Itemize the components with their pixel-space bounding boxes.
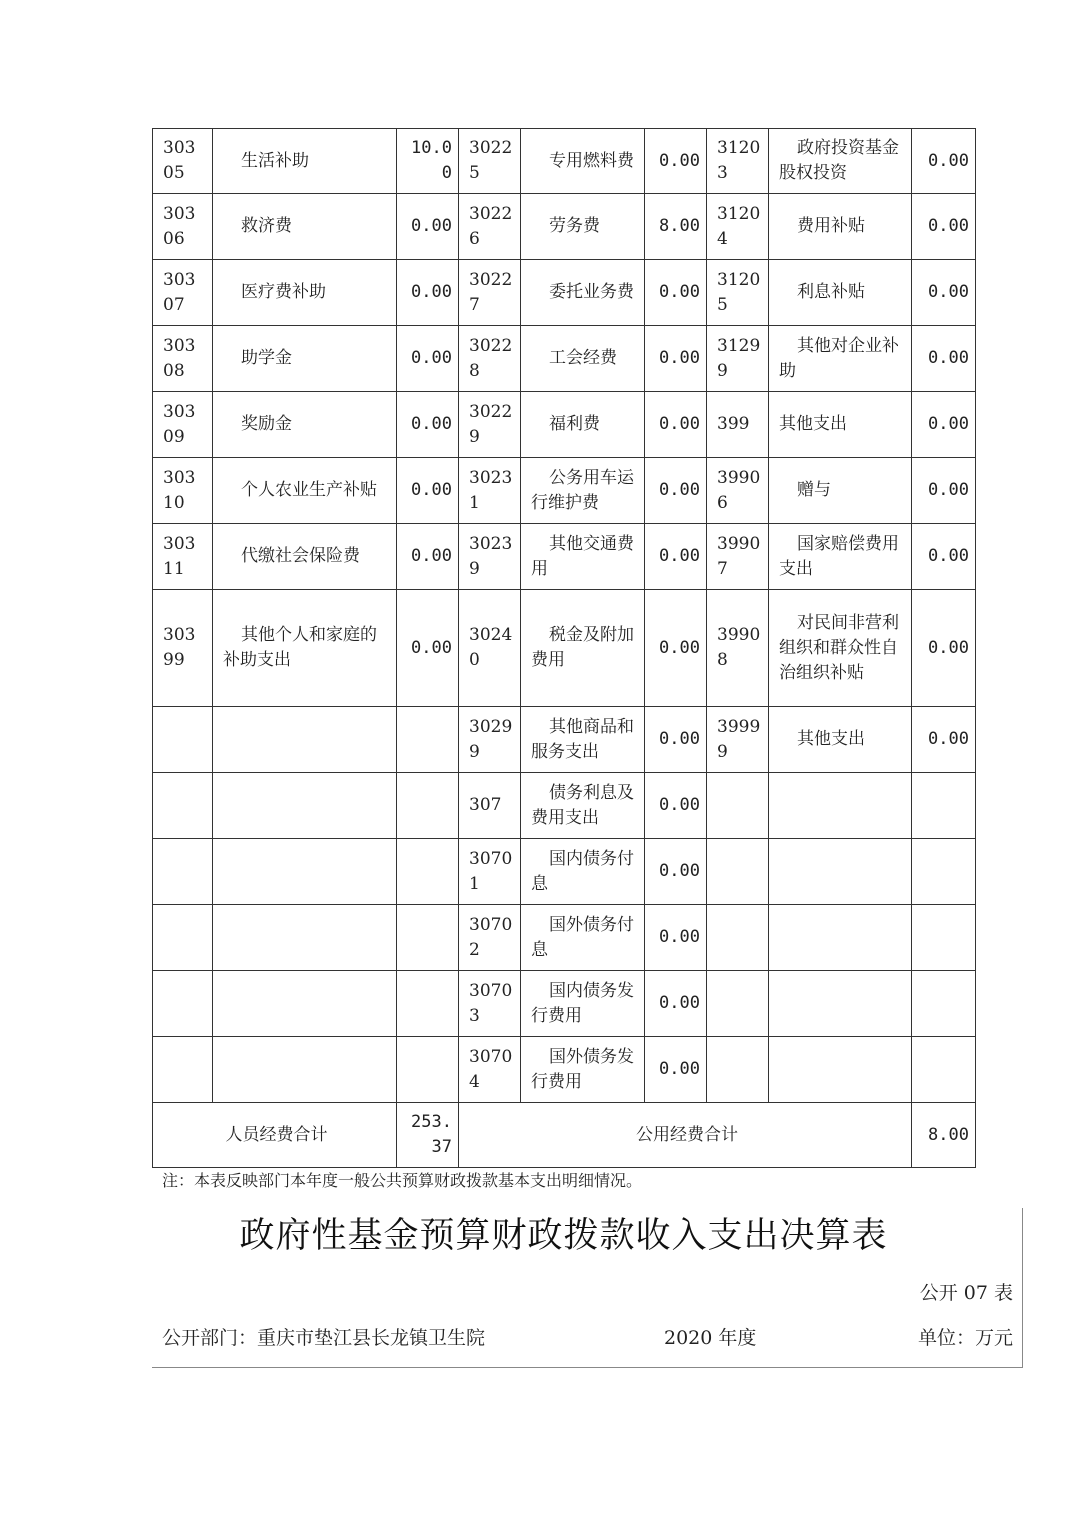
value-cell: 0.00 — [912, 524, 976, 590]
name-cell: 其他商品和服务支出 — [521, 707, 645, 773]
value-cell: 0.00 — [645, 524, 707, 590]
value-cell: 0.00 — [645, 590, 707, 707]
code-cell: 39907 — [707, 524, 769, 590]
code-cell — [153, 1037, 213, 1103]
code-cell: 30240 — [459, 590, 521, 707]
table-note: 注：本表反映部门本年度一般公共预算财政拨款基本支出明细情况。 — [162, 1171, 643, 1190]
value-cell: 0.00 — [397, 392, 459, 458]
code-cell: 30399 — [153, 590, 213, 707]
value-cell: 10.00 — [397, 129, 459, 194]
name-cell: 其他个人和家庭的补助支出 — [213, 590, 397, 707]
code-cell: 31205 — [707, 260, 769, 326]
table-body — [153, 129, 976, 1103]
code-cell: 307 — [459, 773, 521, 839]
name-cell: 对民间非营利组织和群众性自治组织补贴 — [769, 590, 912, 707]
table-row — [153, 524, 976, 590]
code-cell: 30311 — [153, 524, 213, 590]
name-cell: 国内债务发行费用 — [521, 971, 645, 1037]
value-cell: 0.00 — [645, 839, 707, 905]
year-label: 2020 年度 — [664, 1327, 757, 1349]
name-cell: 国外债务付息 — [521, 905, 645, 971]
value-cell — [912, 1037, 976, 1103]
table-row — [153, 260, 976, 326]
name-cell: 债务利息及费用支出 — [521, 773, 645, 839]
code-cell: 30704 — [459, 1037, 521, 1103]
name-cell: 赠与 — [769, 458, 912, 524]
name-cell: 国内债务付息 — [521, 839, 645, 905]
value-cell: 0.00 — [912, 194, 976, 260]
table-row — [153, 773, 976, 839]
name-cell: 其他支出 — [769, 707, 912, 773]
code-cell: 30228 — [459, 326, 521, 392]
value-cell: 0.00 — [397, 326, 459, 392]
table-row — [153, 971, 976, 1037]
value-cell: 0.00 — [397, 458, 459, 524]
code-cell — [153, 839, 213, 905]
code-cell: 30227 — [459, 260, 521, 326]
value-cell: 0.00 — [912, 129, 976, 194]
name-cell: 代缴社会保险费 — [213, 524, 397, 590]
code-cell: 30239 — [459, 524, 521, 590]
department-label: 公开部门：重庆市垫江县长龙镇卫生院 — [162, 1327, 486, 1349]
code-cell: 39999 — [707, 707, 769, 773]
table-row — [153, 194, 976, 260]
value-cell — [397, 707, 459, 773]
table-row — [153, 1037, 976, 1103]
value-cell — [397, 1037, 459, 1103]
frame-right-line — [1022, 1208, 1023, 1368]
name-cell: 政府投资基金股权投资 — [769, 129, 912, 194]
value-cell: 0.00 — [397, 194, 459, 260]
code-cell: 30307 — [153, 260, 213, 326]
code-cell: 31299 — [707, 326, 769, 392]
value-cell — [397, 971, 459, 1037]
code-cell: 30309 — [153, 392, 213, 458]
code-cell: 30310 — [153, 458, 213, 524]
public-total-value: 8.00 — [912, 1103, 976, 1168]
value-cell: 0.00 — [645, 458, 707, 524]
code-cell — [707, 839, 769, 905]
code-cell: 31204 — [707, 194, 769, 260]
table-row — [153, 458, 976, 524]
value-cell: 0.00 — [645, 129, 707, 194]
name-cell — [213, 839, 397, 905]
name-cell: 其他交通费用 — [521, 524, 645, 590]
name-cell — [213, 1037, 397, 1103]
name-cell: 生活补助 — [213, 129, 397, 194]
value-cell — [912, 971, 976, 1037]
name-cell: 其他对企业补助 — [769, 326, 912, 392]
code-cell: 30701 — [459, 839, 521, 905]
name-cell — [213, 773, 397, 839]
value-cell: 0.00 — [645, 971, 707, 1037]
name-cell — [769, 905, 912, 971]
value-cell — [397, 839, 459, 905]
name-cell: 工会经费 — [521, 326, 645, 392]
code-cell — [707, 905, 769, 971]
name-cell — [769, 1037, 912, 1103]
value-cell: 0.00 — [912, 458, 976, 524]
public-total-label: 公用经费合计 — [459, 1103, 912, 1168]
name-cell: 国外债务发行费用 — [521, 1037, 645, 1103]
value-cell: 0.00 — [645, 326, 707, 392]
name-cell: 福利费 — [521, 392, 645, 458]
table-row — [153, 590, 976, 707]
value-cell: 0.00 — [645, 260, 707, 326]
value-cell: 0.00 — [645, 905, 707, 971]
name-cell: 个人农业生产补贴 — [213, 458, 397, 524]
code-cell: 30299 — [459, 707, 521, 773]
name-cell — [213, 707, 397, 773]
value-cell: 0.00 — [645, 1037, 707, 1103]
unit-label: 单位：万元 — [917, 1327, 1013, 1349]
value-cell: 0.00 — [912, 590, 976, 707]
code-cell: 39906 — [707, 458, 769, 524]
table-row — [153, 392, 976, 458]
name-cell: 费用补贴 — [769, 194, 912, 260]
code-cell — [153, 773, 213, 839]
table-row — [153, 839, 976, 905]
name-cell: 医疗费补助 — [213, 260, 397, 326]
code-cell: 30308 — [153, 326, 213, 392]
personnel-total-label: 人员经费合计 — [153, 1103, 397, 1168]
value-cell — [397, 773, 459, 839]
name-cell: 劳务费 — [521, 194, 645, 260]
totals-row — [153, 1103, 976, 1168]
name-cell — [769, 971, 912, 1037]
code-cell: 30231 — [459, 458, 521, 524]
value-cell: 8.00 — [645, 194, 707, 260]
name-cell: 税金及附加费用 — [521, 590, 645, 707]
value-cell: 0.00 — [397, 590, 459, 707]
code-cell — [153, 905, 213, 971]
code-cell — [707, 1037, 769, 1103]
name-cell: 救济费 — [213, 194, 397, 260]
code-cell — [153, 971, 213, 1037]
next-table-title: 政府性基金预算财政拨款收入支出决算表 — [239, 1216, 888, 1256]
expenditure-detail-table — [152, 128, 976, 1168]
name-cell: 利息补贴 — [769, 260, 912, 326]
value-cell: 0.00 — [645, 773, 707, 839]
code-cell: 30225 — [459, 129, 521, 194]
value-cell: 0.00 — [912, 707, 976, 773]
value-cell: 0.00 — [912, 326, 976, 392]
value-cell — [912, 773, 976, 839]
code-cell: 30226 — [459, 194, 521, 260]
name-cell: 委托业务费 — [521, 260, 645, 326]
name-cell — [213, 971, 397, 1037]
name-cell: 公务用车运行维护费 — [521, 458, 645, 524]
code-cell: 30229 — [459, 392, 521, 458]
table-number: 公开 07 表 — [919, 1282, 1013, 1304]
code-cell: 30305 — [153, 129, 213, 194]
code-cell: 399 — [707, 392, 769, 458]
name-cell — [213, 905, 397, 971]
code-cell — [707, 971, 769, 1037]
name-cell: 助学金 — [213, 326, 397, 392]
code-cell: 30306 — [153, 194, 213, 260]
table-row — [153, 905, 976, 971]
code-cell — [153, 707, 213, 773]
personnel-total-value: 253.37 — [397, 1103, 459, 1168]
code-cell: 39908 — [707, 590, 769, 707]
value-cell: 0.00 — [645, 392, 707, 458]
name-cell: 国家赔偿费用支出 — [769, 524, 912, 590]
value-cell: 0.00 — [397, 260, 459, 326]
code-cell: 30703 — [459, 971, 521, 1037]
name-cell: 奖励金 — [213, 392, 397, 458]
table-row — [153, 326, 976, 392]
value-cell — [912, 839, 976, 905]
table-row — [153, 129, 976, 194]
name-cell: 其他支出 — [769, 392, 912, 458]
code-cell: 30702 — [459, 905, 521, 971]
frame-bottom-line — [152, 1367, 1023, 1368]
name-cell — [769, 839, 912, 905]
value-cell — [397, 905, 459, 971]
value-cell: 0.00 — [645, 707, 707, 773]
code-cell: 31203 — [707, 129, 769, 194]
value-cell: 0.00 — [397, 524, 459, 590]
code-cell — [707, 773, 769, 839]
table-row — [153, 707, 976, 773]
value-cell: 0.00 — [912, 392, 976, 458]
name-cell: 专用燃料费 — [521, 129, 645, 194]
value-cell — [912, 905, 976, 971]
value-cell: 0.00 — [912, 260, 976, 326]
name-cell — [769, 773, 912, 839]
